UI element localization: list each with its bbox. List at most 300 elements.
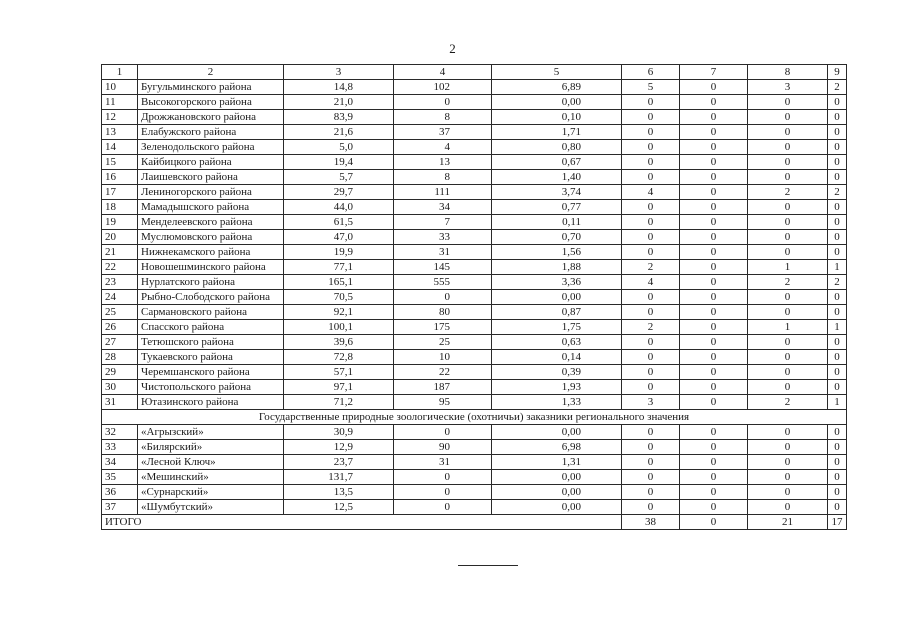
cell-col-6: 0 [622, 200, 680, 215]
cell-col-6: 0 [622, 290, 680, 305]
cell-col-9: 0 [828, 215, 847, 230]
cell-col-4: 555 [394, 275, 492, 290]
cell-col-6: 4 [622, 275, 680, 290]
cell-col-8: 0 [748, 215, 828, 230]
cell-col-4: 102 [394, 80, 492, 95]
data-table [101, 64, 847, 530]
cell-col-1: 26 [102, 320, 138, 335]
cell-col-3: 13,5 [284, 485, 394, 500]
cell-col-3: 165,1 [284, 275, 394, 290]
table-row [102, 500, 847, 515]
cell-col-2: Лениногорского района [138, 185, 284, 200]
cell-col-2: Ютазинского района [138, 395, 284, 410]
cell-col-3: 100,1 [284, 320, 394, 335]
cell-col-1: 16 [102, 170, 138, 185]
cell-col-3: 71,2 [284, 395, 394, 410]
cell-col-5: 0,10 [492, 110, 622, 125]
cell-col-9: 1 [828, 320, 847, 335]
cell-col-9: 0 [828, 305, 847, 320]
cell-col-7: 0 [680, 125, 748, 140]
cell-col-2: Лаишевского района [138, 170, 284, 185]
table-row [102, 380, 847, 395]
cell-col-5: 5 [492, 65, 622, 80]
cell-col-5: 0,39 [492, 365, 622, 380]
cell-col-4: 4 [394, 65, 492, 80]
cell-col-6: 0 [622, 155, 680, 170]
cell-col-8: 3 [748, 80, 828, 95]
cell-col-4: 31 [394, 455, 492, 470]
table-row [102, 485, 847, 500]
cell-col-6: 0 [622, 440, 680, 455]
cell-col-5: 0,77 [492, 200, 622, 215]
cell-col-4: 33 [394, 230, 492, 245]
cell-col-9: 0 [828, 485, 847, 500]
cell-col-1: 29 [102, 365, 138, 380]
cell-col-8: 0 [748, 290, 828, 305]
cell-col-3: 30,9 [284, 425, 394, 440]
cell-col-5: 1,71 [492, 125, 622, 140]
cell-col-2: Муслюмовского района [138, 230, 284, 245]
cell-col-8: 0 [748, 485, 828, 500]
cell-col-6: 0 [622, 245, 680, 260]
cell-col-7: 0 [680, 320, 748, 335]
cell-col-7: 0 [680, 365, 748, 380]
table-row [102, 365, 847, 380]
cell-col-6: 3 [622, 395, 680, 410]
cell-col-1: 35 [102, 470, 138, 485]
page-number: 2 [449, 41, 456, 56]
cell-col-4: 13 [394, 155, 492, 170]
table-row [102, 200, 847, 215]
cell-col-3: 14,8 [284, 80, 394, 95]
table-row [102, 155, 847, 170]
cell-col-2: Дрожжановского района [138, 110, 284, 125]
cell-col-6: 0 [622, 500, 680, 515]
cell-col-5: 1,93 [492, 380, 622, 395]
cell-col-4: 0 [394, 470, 492, 485]
total-value: 21 [748, 515, 828, 530]
total-label: ИТОГО [102, 515, 622, 530]
cell-col-6: 0 [622, 230, 680, 245]
cell-col-4: 145 [394, 260, 492, 275]
cell-col-9: 0 [828, 125, 847, 140]
table-row [102, 170, 847, 185]
table-row [102, 320, 847, 335]
cell-col-9: 0 [828, 425, 847, 440]
cell-col-3: 92,1 [284, 305, 394, 320]
cell-col-7: 0 [680, 200, 748, 215]
cell-col-8: 2 [748, 275, 828, 290]
cell-col-3: 61,5 [284, 215, 394, 230]
cell-col-7: 0 [680, 275, 748, 290]
cell-col-7: 0 [680, 230, 748, 245]
cell-col-7: 0 [680, 470, 748, 485]
cell-col-7: 0 [680, 455, 748, 470]
cell-col-1: 25 [102, 305, 138, 320]
cell-col-1: 19 [102, 215, 138, 230]
cell-col-6: 0 [622, 170, 680, 185]
total-value: 38 [622, 515, 680, 530]
cell-col-9: 0 [828, 455, 847, 470]
table-row [102, 215, 847, 230]
cell-col-4: 10 [394, 350, 492, 365]
cell-col-3: 77,1 [284, 260, 394, 275]
cell-col-5: 1,88 [492, 260, 622, 275]
total-value: 17 [828, 515, 847, 530]
cell-col-7: 0 [680, 350, 748, 365]
cell-col-6: 6 [622, 65, 680, 80]
cell-col-1: 17 [102, 185, 138, 200]
cell-col-6: 5 [622, 80, 680, 95]
cell-col-9: 0 [828, 245, 847, 260]
cell-col-8: 2 [748, 395, 828, 410]
cell-col-8: 1 [748, 260, 828, 275]
cell-col-3: 70,5 [284, 290, 394, 305]
cell-col-8: 0 [748, 125, 828, 140]
total-row [102, 515, 847, 530]
cell-col-1: 22 [102, 260, 138, 275]
table-row [102, 140, 847, 155]
cell-col-2: «Сурнарский» [138, 485, 284, 500]
cell-col-3: 19,9 [284, 245, 394, 260]
cell-col-5: 0,70 [492, 230, 622, 245]
cell-col-3: 97,1 [284, 380, 394, 395]
cell-col-2: Чистопольского района [138, 380, 284, 395]
cell-col-9: 0 [828, 500, 847, 515]
cell-col-9: 0 [828, 110, 847, 125]
cell-col-8: 0 [748, 440, 828, 455]
cell-col-8: 0 [748, 245, 828, 260]
cell-col-2: Черемшанского района [138, 365, 284, 380]
cell-col-9: 1 [828, 260, 847, 275]
cell-col-8: 0 [748, 155, 828, 170]
cell-col-4: 8 [394, 170, 492, 185]
cell-col-5: 0,00 [492, 485, 622, 500]
cell-col-6: 4 [622, 185, 680, 200]
cell-col-4: 4 [394, 140, 492, 155]
cell-col-5: 3,74 [492, 185, 622, 200]
cell-col-5: 0,67 [492, 155, 622, 170]
cell-col-1: 27 [102, 335, 138, 350]
cell-col-6: 2 [622, 320, 680, 335]
cell-col-8: 0 [748, 350, 828, 365]
cell-col-6: 0 [622, 470, 680, 485]
cell-col-3: 21,0 [284, 95, 394, 110]
cell-col-2: Зеленодольского района [138, 140, 284, 155]
cell-col-4: 80 [394, 305, 492, 320]
cell-col-7: 0 [680, 170, 748, 185]
cell-col-1: 1 [102, 65, 138, 80]
table-row [102, 260, 847, 275]
cell-col-2: 2 [138, 65, 284, 80]
cell-col-9: 0 [828, 95, 847, 110]
cell-col-6: 0 [622, 485, 680, 500]
cell-col-6: 0 [622, 305, 680, 320]
cell-col-5: 0,00 [492, 500, 622, 515]
cell-col-6: 0 [622, 215, 680, 230]
cell-col-7: 0 [680, 440, 748, 455]
cell-col-1: 21 [102, 245, 138, 260]
cell-col-9: 2 [828, 275, 847, 290]
cell-col-7: 0 [680, 140, 748, 155]
cell-col-3: 12,9 [284, 440, 394, 455]
cell-col-1: 12 [102, 110, 138, 125]
cell-col-2: «Билярский» [138, 440, 284, 455]
table-row [102, 290, 847, 305]
cell-col-4: 95 [394, 395, 492, 410]
table-row [102, 275, 847, 290]
table-header-row [102, 65, 847, 80]
cell-col-8: 0 [748, 425, 828, 440]
table-row [102, 230, 847, 245]
cell-col-9: 0 [828, 470, 847, 485]
table-row [102, 125, 847, 140]
cell-col-2: «Агрызский» [138, 425, 284, 440]
cell-col-8: 8 [748, 65, 828, 80]
cell-col-7: 7 [680, 65, 748, 80]
cell-col-9: 9 [828, 65, 847, 80]
cell-col-8: 0 [748, 230, 828, 245]
cell-col-6: 2 [622, 260, 680, 275]
cell-col-1: 34 [102, 455, 138, 470]
cell-col-9: 2 [828, 80, 847, 95]
cell-col-6: 0 [622, 335, 680, 350]
cell-col-7: 0 [680, 395, 748, 410]
table-row [102, 305, 847, 320]
cell-col-5: 0,80 [492, 140, 622, 155]
cell-col-1: 37 [102, 500, 138, 515]
cell-col-1: 15 [102, 155, 138, 170]
cell-col-2: Бугульминского района [138, 80, 284, 95]
table-row [102, 440, 847, 455]
cell-col-9: 0 [828, 290, 847, 305]
cell-col-5: 0,11 [492, 215, 622, 230]
cell-col-9: 0 [828, 350, 847, 365]
table-row [102, 80, 847, 95]
cell-col-8: 0 [748, 140, 828, 155]
cell-col-5: 1,56 [492, 245, 622, 260]
table-row [102, 245, 847, 260]
cell-col-4: 187 [394, 380, 492, 395]
cell-col-8: 1 [748, 320, 828, 335]
cell-col-8: 0 [748, 380, 828, 395]
cell-col-7: 0 [680, 110, 748, 125]
cell-col-2: Спасского района [138, 320, 284, 335]
cell-col-4: 34 [394, 200, 492, 215]
cell-col-8: 2 [748, 185, 828, 200]
cell-col-1: 30 [102, 380, 138, 395]
cell-col-1: 31 [102, 395, 138, 410]
cell-col-5: 1,33 [492, 395, 622, 410]
cell-col-6: 0 [622, 455, 680, 470]
table-row [102, 455, 847, 470]
cell-col-3: 131,7 [284, 470, 394, 485]
cell-col-7: 0 [680, 245, 748, 260]
cell-col-9: 0 [828, 230, 847, 245]
cell-col-1: 28 [102, 350, 138, 365]
cell-col-5: 0,63 [492, 335, 622, 350]
cell-col-3: 12,5 [284, 500, 394, 515]
cell-col-4: 0 [394, 485, 492, 500]
table-row [102, 350, 847, 365]
cell-col-4: 31 [394, 245, 492, 260]
cell-col-1: 23 [102, 275, 138, 290]
cell-col-2: «Лесной Ключ» [138, 455, 284, 470]
cell-col-9: 0 [828, 335, 847, 350]
cell-col-5: 0,00 [492, 95, 622, 110]
table-row [102, 425, 847, 440]
cell-col-2: Тукаевского района [138, 350, 284, 365]
cell-col-6: 0 [622, 140, 680, 155]
cell-col-1: 33 [102, 440, 138, 455]
cell-col-3: 29,7 [284, 185, 394, 200]
cell-col-7: 0 [680, 380, 748, 395]
cell-col-4: 22 [394, 365, 492, 380]
cell-col-7: 0 [680, 260, 748, 275]
cell-col-6: 0 [622, 125, 680, 140]
table-row [102, 110, 847, 125]
cell-col-3: 83,9 [284, 110, 394, 125]
cell-col-2: «Мешинский» [138, 470, 284, 485]
cell-col-6: 0 [622, 350, 680, 365]
cell-col-6: 0 [622, 110, 680, 125]
cell-col-2: Елабужского района [138, 125, 284, 140]
cell-col-9: 0 [828, 155, 847, 170]
cell-col-4: 8 [394, 110, 492, 125]
cell-col-3: 39,6 [284, 335, 394, 350]
table-body [102, 65, 847, 530]
cell-col-5: 1,75 [492, 320, 622, 335]
cell-col-8: 0 [748, 455, 828, 470]
cell-col-4: 111 [394, 185, 492, 200]
cell-col-7: 0 [680, 305, 748, 320]
cell-col-4: 90 [394, 440, 492, 455]
cell-col-3: 57,1 [284, 365, 394, 380]
cell-col-7: 0 [680, 425, 748, 440]
cell-col-4: 0 [394, 425, 492, 440]
table-row [102, 395, 847, 410]
cell-col-6: 0 [622, 425, 680, 440]
cell-col-8: 0 [748, 110, 828, 125]
cell-col-4: 0 [394, 290, 492, 305]
cell-col-2: Менделеевского района [138, 215, 284, 230]
cell-col-5: 1,31 [492, 455, 622, 470]
cell-col-1: 24 [102, 290, 138, 305]
cell-col-3: 47,0 [284, 230, 394, 245]
cell-col-1: 32 [102, 425, 138, 440]
cell-col-4: 7 [394, 215, 492, 230]
cell-col-7: 0 [680, 290, 748, 305]
cell-col-1: 18 [102, 200, 138, 215]
cell-col-1: 10 [102, 80, 138, 95]
cell-col-2: Тетюшского района [138, 335, 284, 350]
cell-col-2: Новошешминского района [138, 260, 284, 275]
cell-col-2: Сармановского района [138, 305, 284, 320]
cell-col-3: 3 [284, 65, 394, 80]
cell-col-2: Мамадышского района [138, 200, 284, 215]
cell-col-8: 0 [748, 305, 828, 320]
cell-col-5: 0,00 [492, 470, 622, 485]
cell-col-3: 5,0 [284, 140, 394, 155]
cell-col-3: 21,6 [284, 125, 394, 140]
cell-col-1: 11 [102, 95, 138, 110]
cell-col-4: 25 [394, 335, 492, 350]
cell-col-4: 175 [394, 320, 492, 335]
cell-col-7: 0 [680, 335, 748, 350]
cell-col-9: 0 [828, 170, 847, 185]
cell-col-8: 0 [748, 200, 828, 215]
cell-col-7: 0 [680, 500, 748, 515]
cell-col-3: 72,8 [284, 350, 394, 365]
cell-col-9: 0 [828, 200, 847, 215]
cell-col-6: 0 [622, 365, 680, 380]
cell-col-7: 0 [680, 485, 748, 500]
cell-col-1: 13 [102, 125, 138, 140]
cell-col-3: 23,7 [284, 455, 394, 470]
table-row [102, 95, 847, 110]
cell-col-2: Рыбно-Слободского района [138, 290, 284, 305]
cell-col-7: 0 [680, 185, 748, 200]
cell-col-3: 19,4 [284, 155, 394, 170]
cell-col-1: 20 [102, 230, 138, 245]
footer-divider [458, 565, 518, 566]
cell-col-2: Высокогорского района [138, 95, 284, 110]
cell-col-7: 0 [680, 155, 748, 170]
cell-col-8: 0 [748, 95, 828, 110]
cell-col-8: 0 [748, 170, 828, 185]
cell-col-4: 0 [394, 95, 492, 110]
cell-col-3: 44,0 [284, 200, 394, 215]
table-row [102, 470, 847, 485]
section-header-row [102, 410, 847, 425]
cell-col-8: 0 [748, 500, 828, 515]
cell-col-5: 0,00 [492, 425, 622, 440]
cell-col-5: 0,00 [492, 290, 622, 305]
cell-col-5: 3,36 [492, 275, 622, 290]
cell-col-5: 0,14 [492, 350, 622, 365]
cell-col-4: 0 [394, 500, 492, 515]
cell-col-1: 36 [102, 485, 138, 500]
total-value: 0 [680, 515, 748, 530]
table-row [102, 185, 847, 200]
cell-col-7: 0 [680, 215, 748, 230]
cell-col-6: 0 [622, 95, 680, 110]
cell-col-5: 6,98 [492, 440, 622, 455]
cell-col-9: 0 [828, 140, 847, 155]
cell-col-2: Кайбицкого района [138, 155, 284, 170]
cell-col-2: Нижнекамского района [138, 245, 284, 260]
cell-col-8: 0 [748, 470, 828, 485]
cell-col-5: 0,87 [492, 305, 622, 320]
cell-col-1: 14 [102, 140, 138, 155]
table-row [102, 335, 847, 350]
cell-col-8: 0 [748, 365, 828, 380]
cell-col-4: 37 [394, 125, 492, 140]
cell-col-5: 1,40 [492, 170, 622, 185]
section-title: Государственные природные зоологические (охотничьи) заказники регионального значения [102, 410, 847, 425]
cell-col-5: 6,89 [492, 80, 622, 95]
cell-col-6: 0 [622, 380, 680, 395]
cell-col-9: 0 [828, 380, 847, 395]
cell-col-9: 2 [828, 185, 847, 200]
cell-col-8: 0 [748, 335, 828, 350]
cell-col-9: 0 [828, 365, 847, 380]
cell-col-7: 0 [680, 95, 748, 110]
cell-col-2: Нурлатского района [138, 275, 284, 290]
cell-col-7: 0 [680, 80, 748, 95]
cell-col-9: 0 [828, 440, 847, 455]
cell-col-3: 5,7 [284, 170, 394, 185]
